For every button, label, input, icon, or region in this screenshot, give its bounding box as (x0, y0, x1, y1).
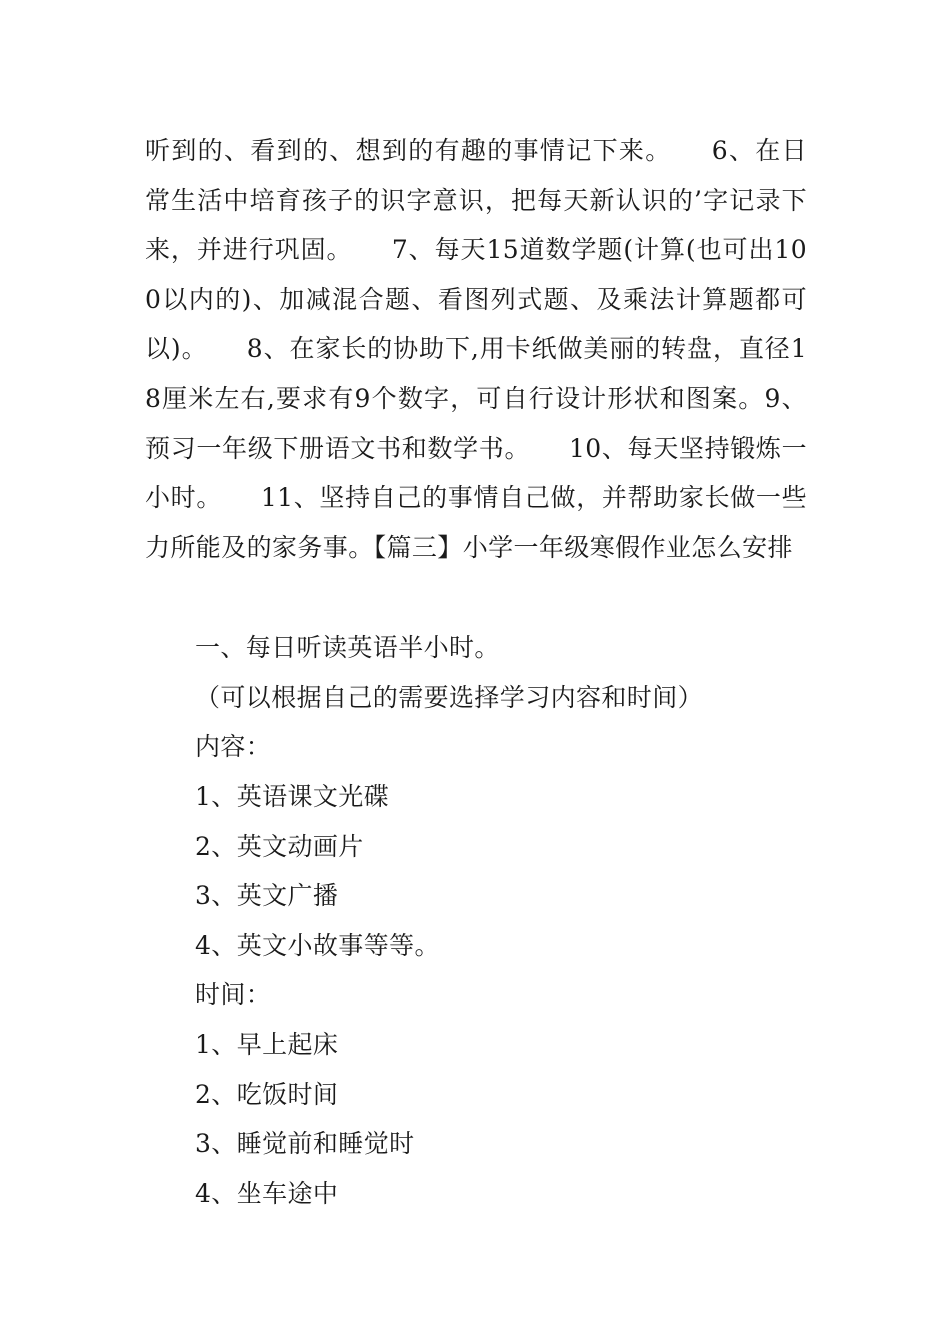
text-line-5: 2、英文动画片 (195, 832, 364, 861)
text-line-8: 时间： (195, 980, 272, 1009)
text-line-6: 3、英文广播 (195, 881, 339, 910)
body-paragraph: 听到的、看到的、想到的有趣的事情记下来。 6、在日常生活中培育孩子的识字意识，把每天新认识的’字记录下来，并进行巩固。 7、每天15道数学题(计算(也可出100以内的)、加减混合题、看图列式题、及乘法计算题都可以)。 8、在家长的协助下,用卡纸做美丽的转盘，直径18厘米左右,要求有9个数字，可自行设计形状和图案。9、预习一年级下册语文书和数学书。 10、每天坚持锻炼一小时。 11、坚持自己的事情自己做，并帮助家长做一些力所能及的家务事。【篇三】小学一年级寒假作业怎么安排 (145, 136, 807, 562)
text-line-10: 2、吃饭时间 (195, 1080, 339, 1109)
text-line-11: 3、睡觉前和睡觉时 (195, 1129, 415, 1158)
text-line-12: 4、坐车途中 (195, 1179, 339, 1208)
text-line-1: 一、每日听读英语半小时。 (195, 633, 500, 662)
text-line-3: 内容： (195, 732, 272, 761)
text-line-4: 1、英语课文光碟 (195, 782, 390, 811)
text-line-2: （可以根据自己的需要选择学习内容和时间） (195, 683, 704, 712)
text-line-7: 4、英文小故事等等。 (195, 931, 440, 960)
text-line-9: 1、早上起床 (195, 1030, 339, 1059)
